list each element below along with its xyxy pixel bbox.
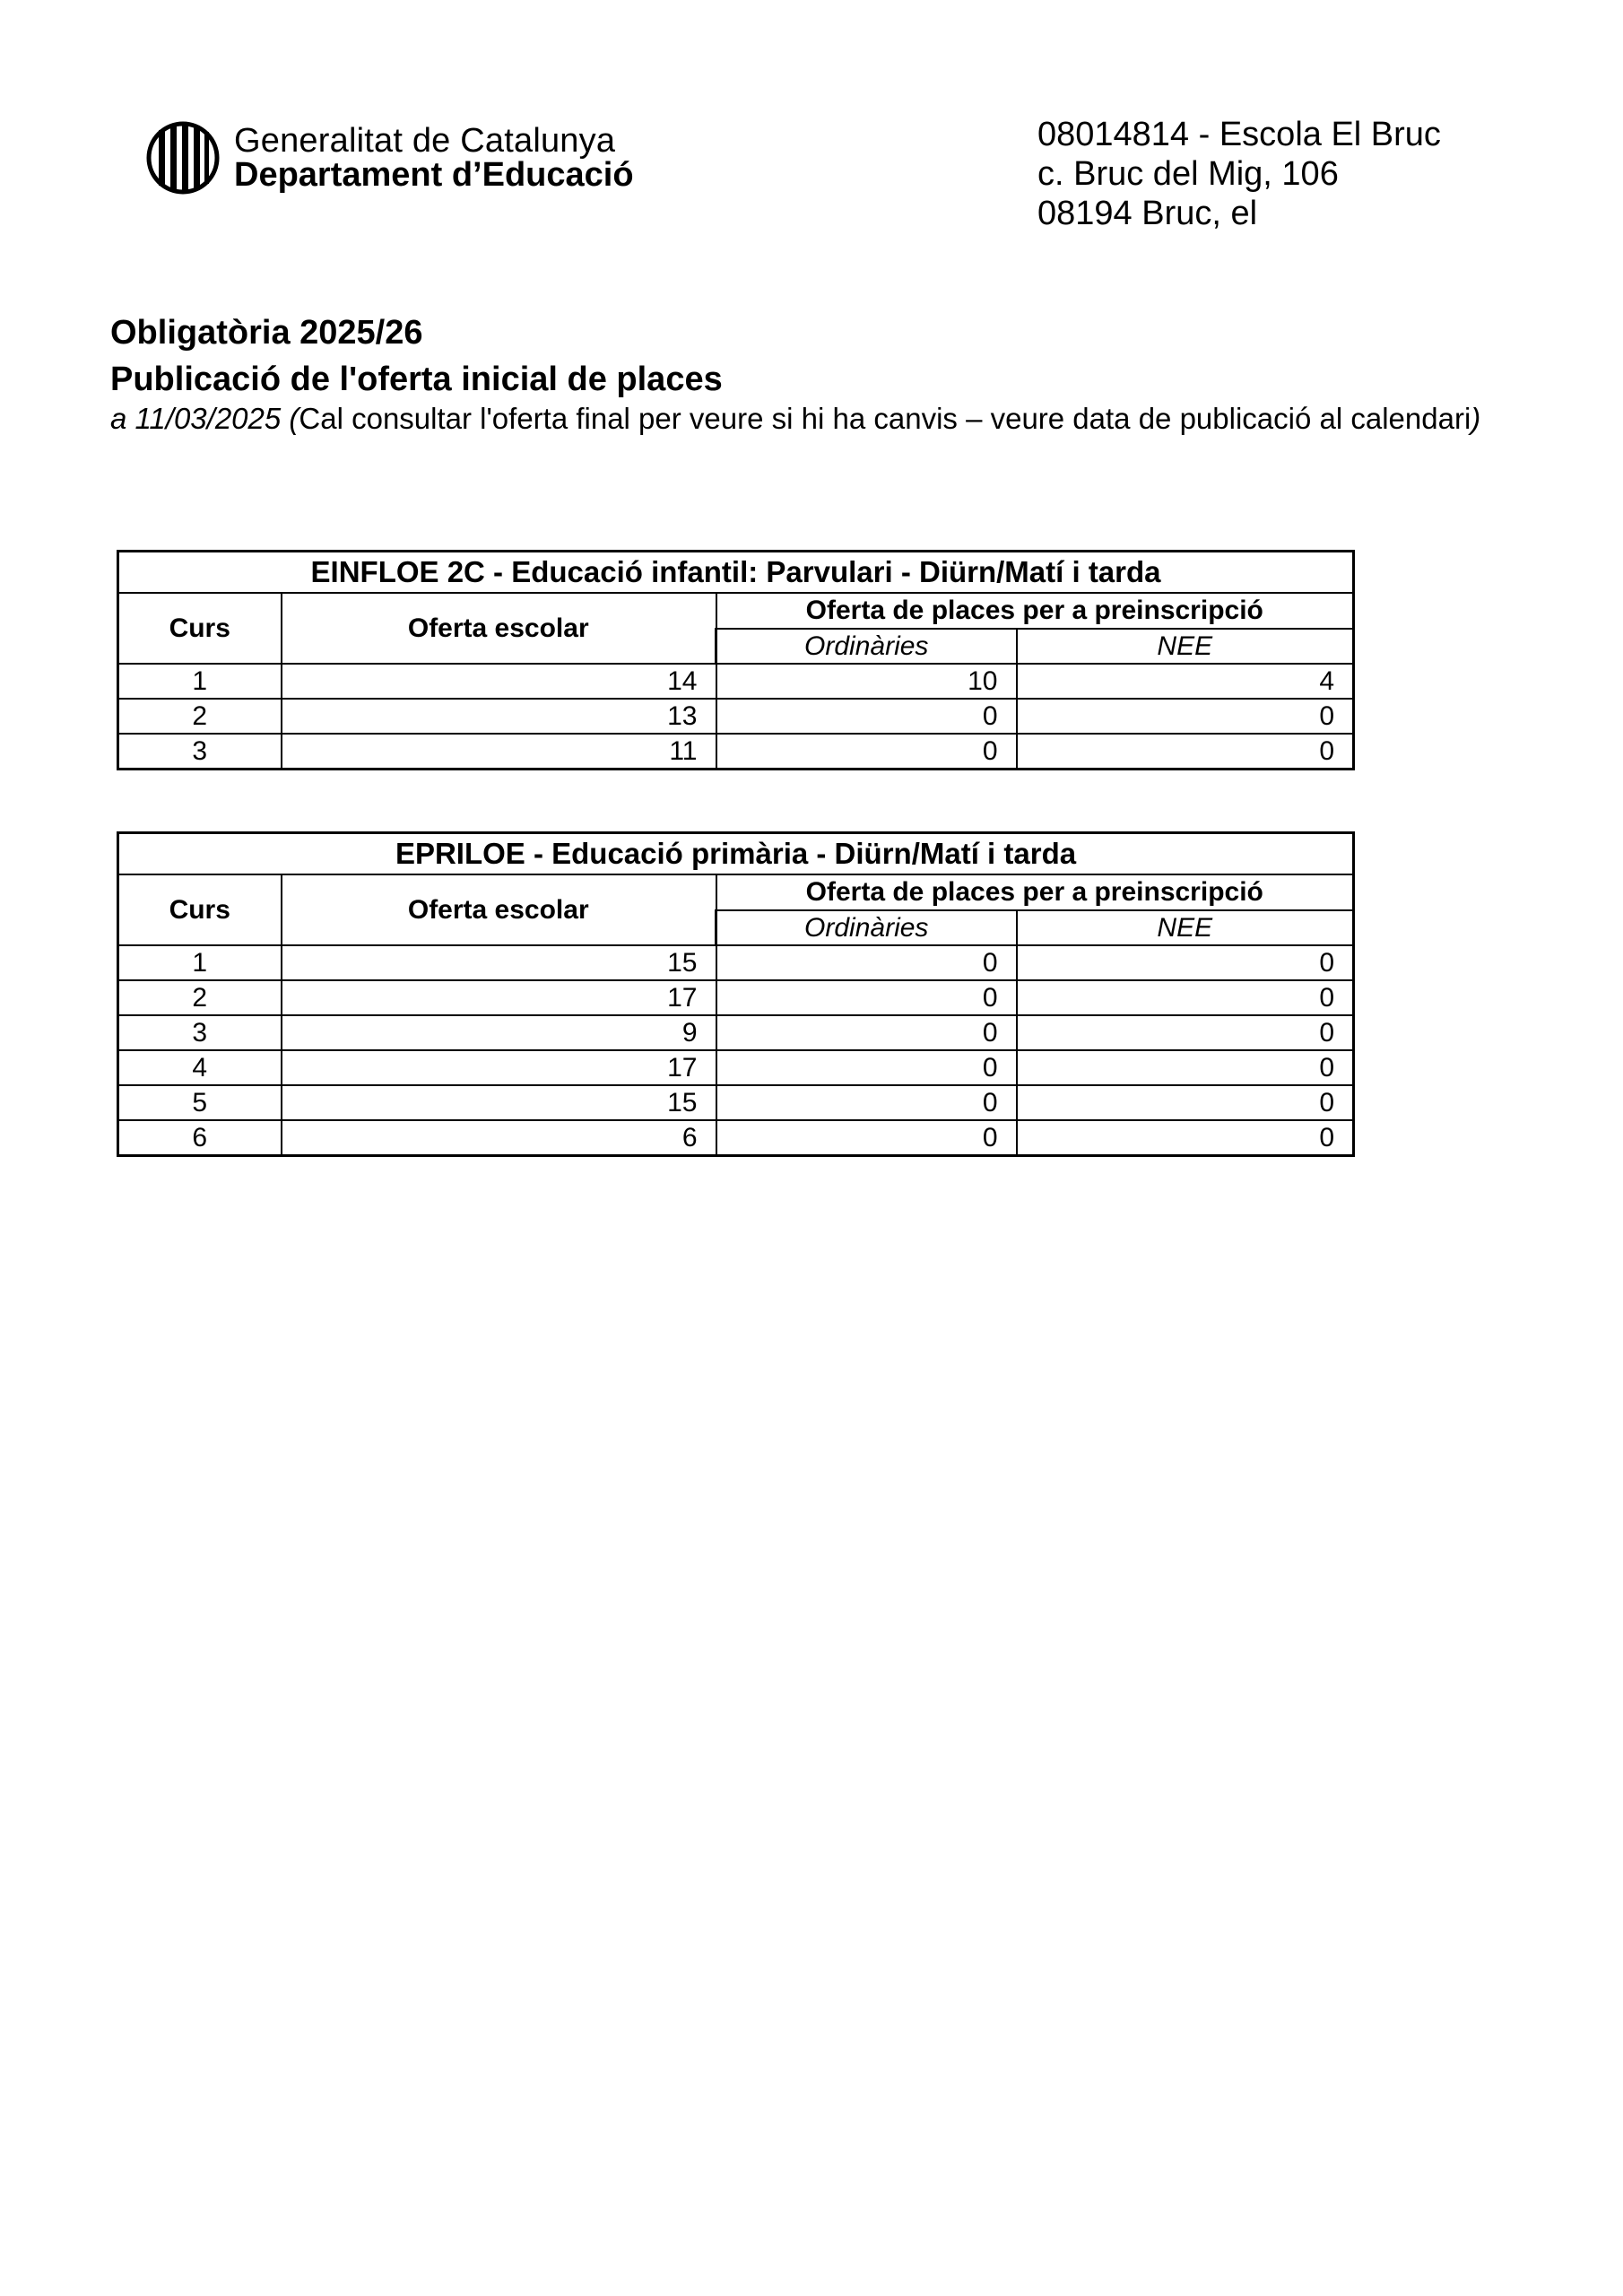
note-open-paren: ( — [289, 402, 299, 435]
table-row — [118, 699, 1354, 734]
table-row — [118, 1120, 1354, 1156]
column-header-curs: Curs — [118, 874, 282, 945]
note-date: a 11/03/2025 — [110, 402, 282, 435]
cell-nee: 0 — [1017, 1015, 1354, 1050]
document-title — [110, 309, 723, 403]
school-address-block — [1037, 115, 1441, 233]
cell-ordinaries: 0 — [716, 980, 1017, 1015]
cell-nee: 0 — [1017, 1085, 1354, 1120]
cell-nee: 0 — [1017, 980, 1354, 1015]
school-city: 08194 Bruc, el — [1037, 195, 1258, 232]
cell-oferta-escolar: 15 — [282, 945, 716, 980]
cell-oferta-escolar: 9 — [282, 1015, 716, 1050]
column-header-nee: NEE — [1017, 629, 1354, 664]
cell-curs: 2 — [118, 699, 282, 734]
table-title: EINFLOE 2C - Educació infantil: Parvulari - Diürn/Matí i tarda — [118, 552, 1354, 594]
cell-ordinaries: 0 — [716, 1050, 1017, 1085]
offer-table-infantil — [117, 550, 1355, 770]
table-row — [118, 945, 1354, 980]
cell-nee: 0 — [1017, 945, 1354, 980]
cell-nee: 0 — [1017, 1050, 1354, 1085]
offer-table-primaria — [117, 831, 1355, 1157]
column-header-nee: NEE — [1017, 910, 1354, 945]
logo-line-department: Departament d’Educació — [234, 156, 634, 194]
cell-oferta-escolar: 6 — [282, 1120, 716, 1156]
column-header-curs: Curs — [118, 593, 282, 664]
cell-ordinaries: 0 — [716, 1015, 1017, 1050]
table-row — [118, 1085, 1354, 1120]
cell-oferta-escolar: 11 — [282, 734, 716, 770]
cell-oferta-escolar: 14 — [282, 664, 716, 699]
cell-curs: 1 — [118, 945, 282, 980]
logo-line-generalitat: Generalitat de Catalunya — [234, 122, 616, 160]
column-header-ordinaries: Ordinàries — [716, 910, 1017, 945]
school-street: c. Bruc del Mig, 106 — [1037, 155, 1339, 193]
cell-curs: 6 — [118, 1120, 282, 1156]
cell-curs: 5 — [118, 1085, 282, 1120]
generalitat-logo — [146, 121, 634, 195]
cell-curs: 3 — [118, 1015, 282, 1050]
column-header-oferta-escolar: Oferta escolar — [282, 593, 716, 664]
cell-ordinaries: 0 — [716, 1085, 1017, 1120]
cell-ordinaries: 0 — [716, 945, 1017, 980]
column-header-preinscripcio: Oferta de places per a preinscripció — [716, 593, 1354, 629]
cell-oferta-escolar: 17 — [282, 1050, 716, 1085]
generalitat-emblem-icon — [146, 121, 220, 195]
cell-nee: 0 — [1017, 699, 1354, 734]
school-code-name: 08014814 - Escola El Bruc — [1037, 116, 1441, 153]
column-header-preinscripcio: Oferta de places per a preinscripció — [716, 874, 1354, 910]
table-row — [118, 734, 1354, 770]
cell-nee: 0 — [1017, 1120, 1354, 1156]
table-row — [118, 664, 1354, 699]
table-row — [118, 1050, 1354, 1085]
column-header-ordinaries: Ordinàries — [716, 629, 1017, 664]
cell-ordinaries: 0 — [716, 699, 1017, 734]
column-header-oferta-escolar: Oferta escolar — [282, 874, 716, 945]
publication-note — [110, 401, 1480, 437]
cell-curs: 3 — [118, 734, 282, 770]
title-line-1: Obligatòria 2025/26 — [110, 314, 423, 352]
cell-curs: 4 — [118, 1050, 282, 1085]
table-title: EPRILOE - Educació primària - Diürn/Matí i tarda — [118, 833, 1354, 875]
table-row — [118, 980, 1354, 1015]
cell-oferta-escolar: 17 — [282, 980, 716, 1015]
note-close-paren: ) — [1471, 402, 1481, 435]
cell-nee: 4 — [1017, 664, 1354, 699]
note-text: Cal consultar l'oferta final per veure si hi ha canvis – veure data de publicació al calendari — [299, 402, 1471, 435]
cell-nee: 0 — [1017, 734, 1354, 770]
cell-oferta-escolar: 15 — [282, 1085, 716, 1120]
cell-oferta-escolar: 13 — [282, 699, 716, 734]
cell-curs: 2 — [118, 980, 282, 1015]
cell-ordinaries: 10 — [716, 664, 1017, 699]
cell-curs: 1 — [118, 664, 282, 699]
cell-ordinaries: 0 — [716, 1120, 1017, 1156]
cell-ordinaries: 0 — [716, 734, 1017, 770]
title-line-2: Publicació de l'oferta inicial de places — [110, 361, 723, 398]
table-row — [118, 1015, 1354, 1050]
